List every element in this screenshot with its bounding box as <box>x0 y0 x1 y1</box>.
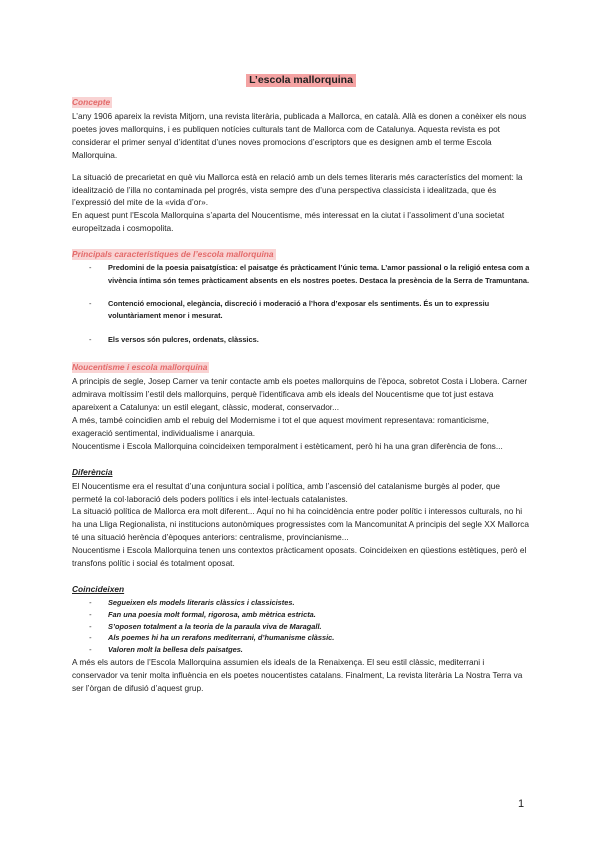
document-page <box>72 70 530 695</box>
paragraph: Noucentisme i Escola Mallorquina coincideixen temporalment i estèticament, però hi ha una gran diferència de fons... <box>72 440 503 451</box>
paragraph: En aquest punt l’Escola Mallorquina s’aparta del Noucentisme, més interessat en la ciutat i l’assoliment d’una societat europeïtzada i cosmopolita. <box>72 210 505 234</box>
section-diferencia <box>72 462 530 570</box>
heading-diferencia: Diferència <box>72 466 113 477</box>
section-coincideixen <box>72 579 530 695</box>
paragraph: A més els autors de l’Escola Mallorquina assumien els ideals de la Renaixença. El seu estil clàssic, mediterrani i conservador va tenir molta influència en els poetes noucentistes catalans. Finalment, La revista literària La Nostra Terra va ser l’òrgan de difusió d’aquest grup. <box>72 656 523 693</box>
heading-coincideixen: Coincideixen <box>72 583 125 594</box>
paragraph: A més, també coincidien amb el rebuig del Modernisme i tot el que aquest moviment representava: romanticisme, exageració sentimental, individualisme i anarquia. <box>72 414 489 438</box>
title-wrap <box>72 70 530 88</box>
heading-concepte: Concepte <box>72 97 111 107</box>
heading-noucentisme: Noucentisme i escola mallorquina <box>72 362 208 373</box>
list-item: - Als poemes hi ha un rerafons mediterrani, d’humanisme clàssic. <box>72 632 530 644</box>
page-number: 1 <box>518 798 525 810</box>
list-item: - Valoren molt la bellesa dels paisatges. <box>72 644 530 656</box>
document-title: L’escola mallorquina <box>246 74 356 87</box>
paragraph: La situació política de Mallorca era molt diferent... Aquí no hi ha coincidència entre poder polític i interessos culturals, no hi ha una Lliga Regionalista, ni institucions autonòmiques progressistes com la Mancomunitat A principis del segle XX Mallorca té una situació herència d’èpoques anteriors: centralisme, provincianisme... <box>72 506 530 543</box>
coincidences-list <box>72 597 530 656</box>
list-item: - Predomini de la poesia paisatgística: el paisatge és pràcticament l’únic tema. L’amor passional o la religió entesa com a vivència íntima són temes pràcticament absents en els nostres poetes. Destaca la presència de la Serra de Tramuntana. <box>72 262 530 287</box>
paragraph: El Noucentisme era el resultat d’una conjuntura social i política, amb l’ascensió del catalanisme burgès al poder, que permeté la col·laboració dels poders polítics i els intel·lectuals catalanistes. <box>72 480 500 504</box>
list-item: - Fan una poesia molt formal, rigorosa, amb mètrica estricta. <box>72 609 530 621</box>
list-item: - S’oposen totalment a la teoria de la paraula viva de Maragall. <box>72 621 530 633</box>
section-concepte <box>72 92 530 235</box>
section-noucentisme <box>72 357 530 452</box>
paragraph: Noucentisme i Escola Mallorquina tenen uns contextos pràcticament oposats. Coincideixen en qüestions estètiques, però el transfons polític i social és totalment oposat. <box>72 545 527 569</box>
section-principals <box>72 244 530 346</box>
paragraph: L’any 1906 apareix la revista Mitjorn, una revista literària, publicada a Mallorca, en català. Allà es donen a conèixer els nous poetes joves mallorquins, i es publiquen notícies culturals tant de Mallorca com de Catalunya. Aquesta revista es pot considerar el primer senyal d’identitat d’unes noves promocions d’escriptors que es designen amb el terme Escola Mallorquina. <box>72 111 527 160</box>
list-item: - Segueixen els models literaris clàssics i classicistes. <box>72 597 530 609</box>
characteristics-list <box>72 262 530 346</box>
paragraph: A principis de segle, Josep Carner va tenir contacte amb els poetes mallorquins de l’època, sobretot Costa i Llobera. Carner admirava moltíssim l’estil dels mallorquins, perquè l’identificava amb els ideals del Noucentisme que tot just estava apareixent a Catalunya: un estil elegant, clàssic, moderat, conservador... <box>72 376 528 412</box>
list-item: - Els versos són pulcres, ordenats, clàssics. <box>72 334 530 346</box>
list-item: - Contenció emocional, elegància, discreció i moderació a l’hora d’exposar els sentiments. És un to expressiu voluntàriament menor i mesurat. <box>72 298 530 323</box>
paragraph: La situació de precarietat en què viu Mallorca està en relació amb un dels temes literaris més característics del moment: la idealització de l’illa no contaminada pel progrés, vista sempre des d’una perspectiva classicista i idealitzada, que és l’expressió del mite de la «vida d’or». <box>72 171 523 208</box>
heading-principals: Principals característiques de l’escola mallorquina <box>72 249 274 260</box>
